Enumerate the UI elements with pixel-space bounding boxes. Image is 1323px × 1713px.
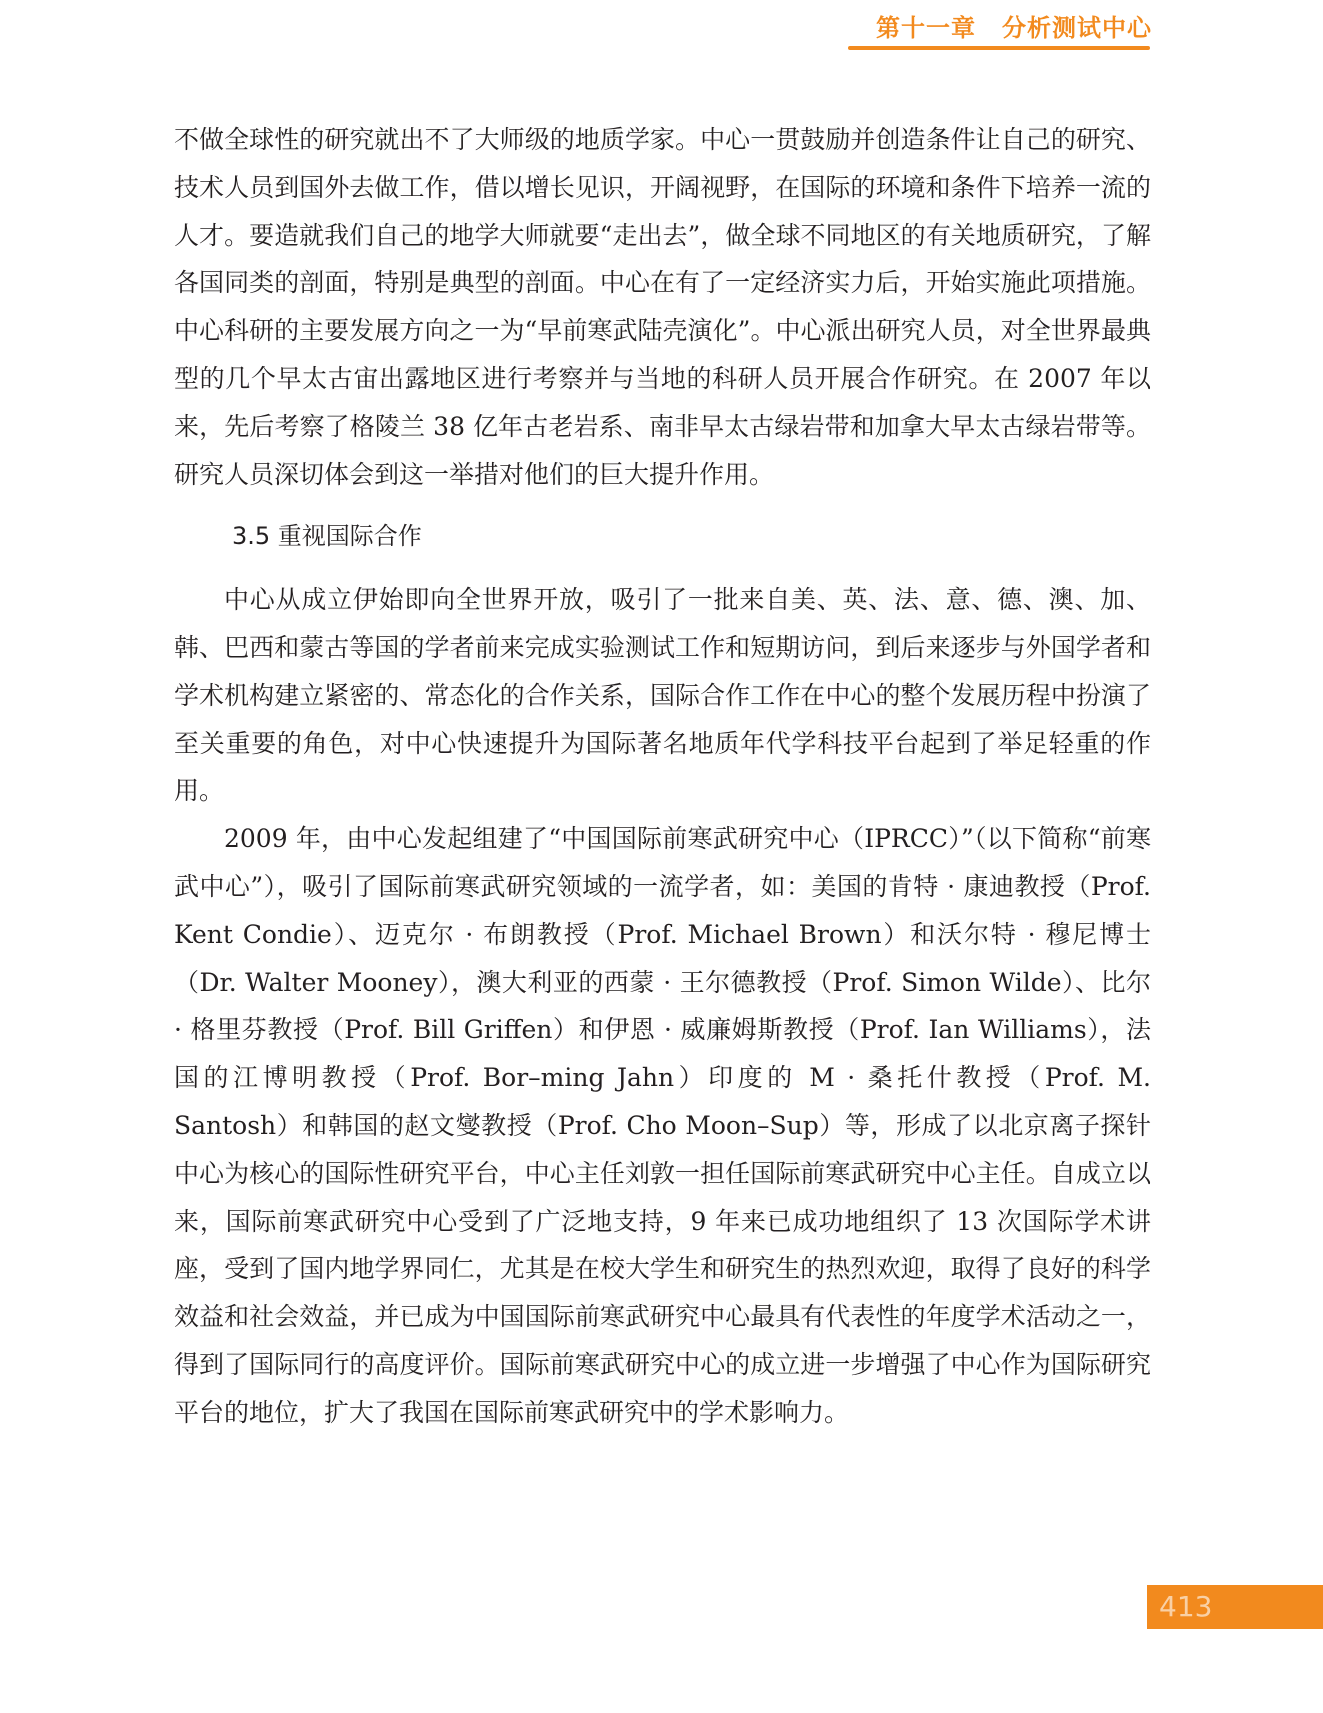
page-number-tab	[1147, 1585, 1323, 1629]
paragraph-global-research: 不做全球性的研究就出不了大师级的地质学家。中心一贯鼓励并创造条件让自己的研究、技术人员到国外去做工作，借以增长见识，开阔视野，在国际的环境和条件下培养一流的人才。要造就我们自己的地学大师就要“走出去”，做全球不同地区的有关地质研究，了解各国同类的剖面，特别是典型的剖面。中心在有了一定经济实力后，开始实施此项措施。中心科研的主要发展方向之一为“早前寒武陆壳演化”。中心派出研究人员，对全世界最典型的几个早太古宙出露地区进行考察并与当地的科研人员开展合作研究。在 2007 年以来，先后考察了格陵兰 38 亿年古老岩系、南非早太古绿岩带和加拿大早太古绿岩带等。研究人员深切体会到这一举措对他们的巨大提升作用。	[174, 125, 1151, 489]
running-head-title: 分析测试中心	[1002, 14, 1152, 42]
section-heading: 3.5 重视国际合作	[232, 522, 422, 551]
paragraph-international-openness: 中心从成立伊始即向全世界开放，吸引了一批来自美、英、法、意、德、澳、加、韩、巴西和蒙古等国的学者前来完成实验测试工作和短期访问，到后来逐步与外国学者和学术机构建立紧密的、常态化的合作关系，国际合作工作在中心的整个发展历程中扮演了至关重要的角色，对中心快速提升为国际著名地质年代学科技平台起到了举足轻重的作用。	[174, 585, 1151, 806]
page-number: 413	[1159, 1590, 1213, 1623]
running-head-rule	[848, 46, 1150, 50]
paragraph-iprcc: 2009 年，由中心发起组建了“中国国际前寒武研究中心（IPRCC）”（以下简称“前寒武中心”），吸引了国际前寒武研究领域的一流学者，如：美国的肯特 · 康迪教授（Prof. Kent Condie）、迈克尔 · 布朗教授（Prof. Michael Brown）和沃尔特 · 穆尼博士（Dr. Walter Mooney），澳大利亚的西蒙 · 王尔德教授（Prof. Simon Wilde）、比尔 · 格里芬教授（Prof. Bill Griffen）和伊恩 · 威廉姆斯教授（Prof. Ian Williams），法国的江博明教授（Prof. Bor–ming Jahn）印度的 M · 桑托什教授（Prof. M. Santosh）和韩国的赵文燮教授（Prof. Cho Moon–Sup）等，形成了以北京离子探针中心为核心的国际性研究平台，中心主任刘敦一担任国际前寒武研究中心主任。自成立以来，国际前寒武研究中心受到了广泛地支持，9 年来已成功地组织了 13 次国际学术讲座，受到了国内地学界同仁，尤其是在校大学生和研究生的热烈欢迎，取得了良好的科学效益和社会效益，并已成为中国国际前寒武研究中心最具有代表性的年度学术活动之一，得到了国际同行的高度评价。国际前寒武研究中心的成立进一步增强了中心作为国际研究平台的地位，扩大了我国在国际前寒武研究中的学术影响力。	[174, 824, 1151, 1427]
page-body	[174, 116, 1151, 1437]
running-head-chapter: 第十一章	[876, 14, 976, 42]
